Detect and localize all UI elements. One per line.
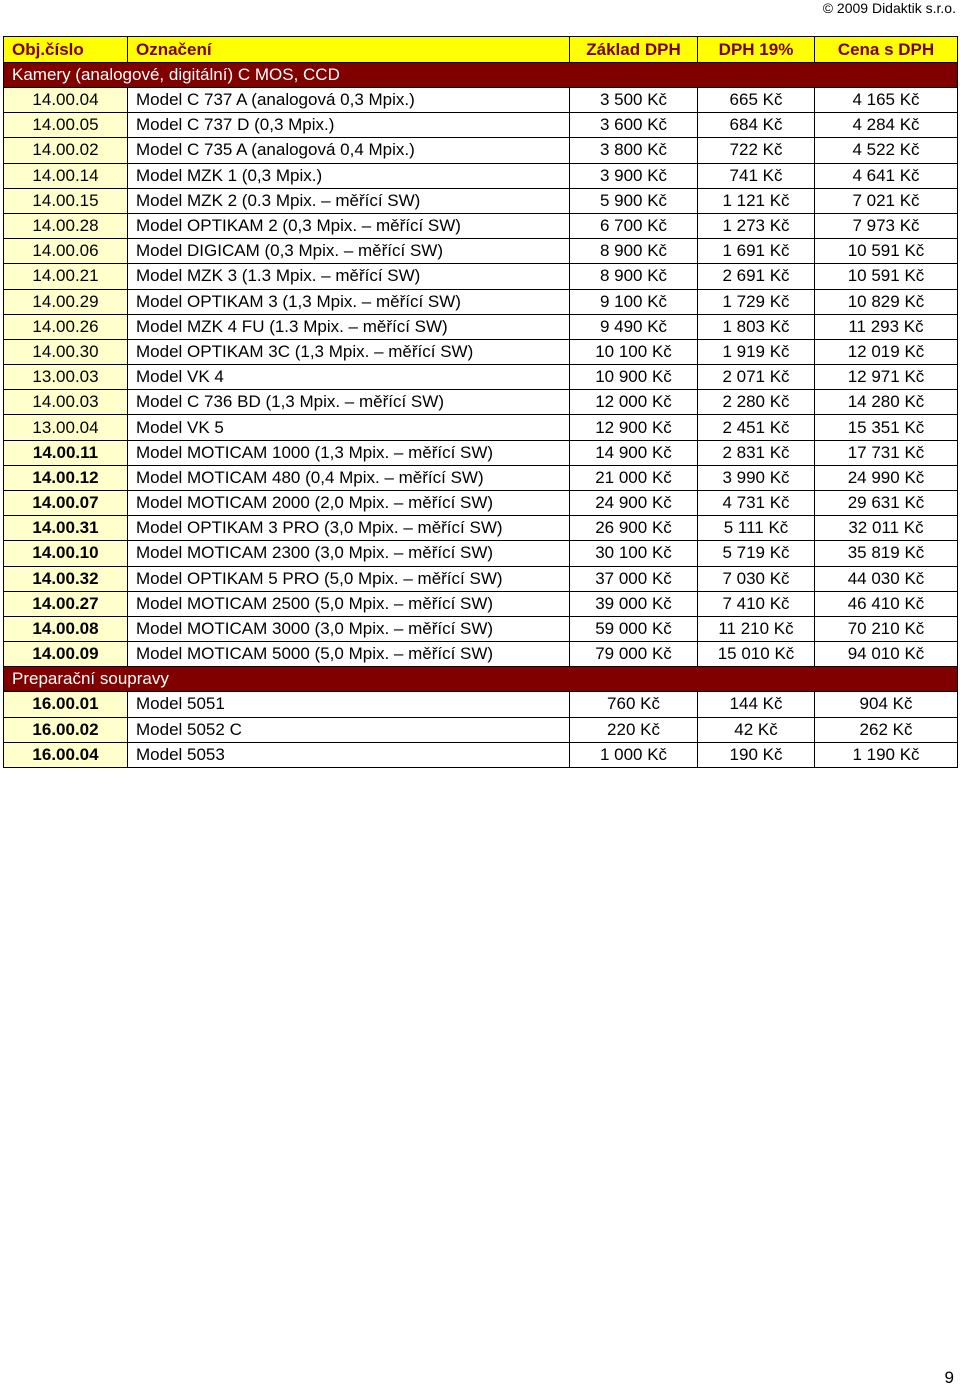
cell-base: 3 800 Kč xyxy=(570,138,698,163)
cell-vat: 722 Kč xyxy=(698,138,815,163)
cell-price: 44 030 Kč xyxy=(815,566,958,591)
cell-vat: 2 071 Kč xyxy=(698,365,815,390)
cell-vat: 4 731 Kč xyxy=(698,491,815,516)
cell-base: 760 Kč xyxy=(570,692,698,717)
cell-name: Model OPTIKAM 3C (1,3 Mpix. – měřící SW) xyxy=(128,339,570,364)
cell-name: Model MOTICAM 2300 (3,0 Mpix. – měřící SW) xyxy=(128,541,570,566)
table-row xyxy=(4,440,958,465)
cell-code: 16.00.04 xyxy=(4,742,128,767)
cell-base: 8 900 Kč xyxy=(570,239,698,264)
cell-vat: 3 990 Kč xyxy=(698,465,815,490)
cell-vat: 2 451 Kč xyxy=(698,415,815,440)
cell-price: 7 973 Kč xyxy=(815,213,958,238)
cell-code: 14.00.30 xyxy=(4,339,128,364)
cell-name: Model DIGICAM (0,3 Mpix. – měřící SW) xyxy=(128,239,570,264)
cell-price: 70 210 Kč xyxy=(815,616,958,641)
cell-vat: 2 280 Kč xyxy=(698,390,815,415)
cell-name: Model OPTIKAM 2 (0,3 Mpix. – měřící SW) xyxy=(128,213,570,238)
cell-code: 14.00.15 xyxy=(4,188,128,213)
cell-price: 17 731 Kč xyxy=(815,440,958,465)
cell-base: 21 000 Kč xyxy=(570,465,698,490)
cell-code: 14.00.03 xyxy=(4,390,128,415)
cell-code: 14.00.11 xyxy=(4,440,128,465)
cell-price: 4 165 Kč xyxy=(815,88,958,113)
cell-price: 4 284 Kč xyxy=(815,113,958,138)
header-base: Základ DPH xyxy=(570,37,698,63)
cell-base: 8 900 Kč xyxy=(570,264,698,289)
cell-price: 7 021 Kč xyxy=(815,188,958,213)
table-row xyxy=(4,188,958,213)
cell-vat: 11 210 Kč xyxy=(698,616,815,641)
table-row xyxy=(4,692,958,717)
cell-code: 14.00.14 xyxy=(4,163,128,188)
page-number: 9 xyxy=(944,1368,954,1387)
cell-vat: 2 691 Kč xyxy=(698,264,815,289)
cell-name: Model MOTICAM 480 (0,4 Mpix. – měřící SW) xyxy=(128,465,570,490)
cell-name: Model C 736 BD (1,3 Mpix. – měřící SW) xyxy=(128,390,570,415)
cell-price: 15 351 Kč xyxy=(815,415,958,440)
cell-name: Model 5053 xyxy=(128,742,570,767)
table-row xyxy=(4,616,958,641)
cell-base: 10 900 Kč xyxy=(570,365,698,390)
cell-price: 14 280 Kč xyxy=(815,390,958,415)
cell-name: Model MZK 4 FU (1.3 Mpix. – měřící SW) xyxy=(128,314,570,339)
cell-vat: 7 030 Kč xyxy=(698,566,815,591)
cell-base: 79 000 Kč xyxy=(570,642,698,667)
header-vat: DPH 19% xyxy=(698,37,815,63)
cell-base: 12 900 Kč xyxy=(570,415,698,440)
cell-base: 9 100 Kč xyxy=(570,289,698,314)
cell-price: 1 190 Kč xyxy=(815,742,958,767)
cell-price: 32 011 Kč xyxy=(815,516,958,541)
table-row xyxy=(4,415,958,440)
cell-base: 220 Kč xyxy=(570,717,698,742)
cell-code: 14.00.31 xyxy=(4,516,128,541)
cell-price: 24 990 Kč xyxy=(815,465,958,490)
cell-name: Model MOTICAM 2500 (5,0 Mpix. – měřící SW) xyxy=(128,591,570,616)
table-row xyxy=(4,264,958,289)
cell-base: 37 000 Kč xyxy=(570,566,698,591)
cell-name: Model 5052 C xyxy=(128,717,570,742)
cell-price: 12 971 Kč xyxy=(815,365,958,390)
cell-vat: 1 729 Kč xyxy=(698,289,815,314)
cell-code: 14.00.08 xyxy=(4,616,128,641)
table-row xyxy=(4,717,958,742)
price-list-body xyxy=(4,63,958,768)
table-row xyxy=(4,491,958,516)
cell-name: Model OPTIKAM 3 PRO (3,0 Mpix. – měřící SW) xyxy=(128,516,570,541)
cell-price: 904 Kč xyxy=(815,692,958,717)
cell-base: 9 490 Kč xyxy=(570,314,698,339)
table-row xyxy=(4,113,958,138)
section-header-row xyxy=(4,667,958,692)
table-row xyxy=(4,289,958,314)
cell-name: Model MZK 2 (0.3 Mpix. – měřící SW) xyxy=(128,188,570,213)
cell-base: 24 900 Kč xyxy=(570,491,698,516)
cell-base: 6 700 Kč xyxy=(570,213,698,238)
cell-name: Model VK 5 xyxy=(128,415,570,440)
section-header-row xyxy=(4,63,958,88)
cell-vat: 2 831 Kč xyxy=(698,440,815,465)
copyright-notice: © 2009 Didaktik s.r.o. xyxy=(822,0,956,16)
cell-vat: 741 Kč xyxy=(698,163,815,188)
cell-name: Model MOTICAM 3000 (3,0 Mpix. – měřící SW) xyxy=(128,616,570,641)
cell-base: 30 100 Kč xyxy=(570,541,698,566)
cell-vat: 144 Kč xyxy=(698,692,815,717)
section-title: Preparační soupravy xyxy=(4,667,958,692)
table-row xyxy=(4,566,958,591)
cell-vat: 684 Kč xyxy=(698,113,815,138)
cell-code: 14.00.05 xyxy=(4,113,128,138)
cell-code: 14.00.09 xyxy=(4,642,128,667)
price-list-table xyxy=(3,36,958,768)
cell-price: 10 829 Kč xyxy=(815,289,958,314)
cell-name: Model C 737 D (0,3 Mpix.) xyxy=(128,113,570,138)
header-price: Cena s DPH xyxy=(815,37,958,63)
table-row xyxy=(4,239,958,264)
cell-base: 5 900 Kč xyxy=(570,188,698,213)
cell-code: 14.00.10 xyxy=(4,541,128,566)
cell-price: 29 631 Kč xyxy=(815,491,958,516)
cell-price: 35 819 Kč xyxy=(815,541,958,566)
cell-code: 14.00.26 xyxy=(4,314,128,339)
cell-base: 3 500 Kč xyxy=(570,88,698,113)
table-row xyxy=(4,465,958,490)
table-row xyxy=(4,213,958,238)
cell-vat: 1 919 Kč xyxy=(698,339,815,364)
cell-name: Model OPTIKAM 5 PRO (5,0 Mpix. – měřící SW) xyxy=(128,566,570,591)
cell-name: Model MZK 3 (1.3 Mpix. – měřící SW) xyxy=(128,264,570,289)
cell-vat: 1 803 Kč xyxy=(698,314,815,339)
cell-vat: 7 410 Kč xyxy=(698,591,815,616)
table-row xyxy=(4,365,958,390)
cell-name: Model C 735 A (analogová 0,4 Mpix.) xyxy=(128,138,570,163)
cell-name: Model MOTICAM 2000 (2,0 Mpix. – měřící SW) xyxy=(128,491,570,516)
cell-code: 13.00.03 xyxy=(4,365,128,390)
cell-name: Model 5051 xyxy=(128,692,570,717)
cell-code: 14.00.21 xyxy=(4,264,128,289)
cell-price: 4 522 Kč xyxy=(815,138,958,163)
cell-vat: 5 719 Kč xyxy=(698,541,815,566)
cell-base: 3 600 Kč xyxy=(570,113,698,138)
table-row xyxy=(4,591,958,616)
table-row xyxy=(4,541,958,566)
cell-base: 3 900 Kč xyxy=(570,163,698,188)
cell-price: 10 591 Kč xyxy=(815,264,958,289)
table-row xyxy=(4,390,958,415)
cell-name: Model C 737 A (analogová 0,3 Mpix.) xyxy=(128,88,570,113)
cell-base: 59 000 Kč xyxy=(570,616,698,641)
cell-code: 14.00.32 xyxy=(4,566,128,591)
header-name: Označení xyxy=(128,37,570,63)
cell-code: 14.00.02 xyxy=(4,138,128,163)
table-row xyxy=(4,88,958,113)
cell-code: 14.00.04 xyxy=(4,88,128,113)
cell-base: 14 900 Kč xyxy=(570,440,698,465)
cell-code: 14.00.27 xyxy=(4,591,128,616)
table-row xyxy=(4,642,958,667)
cell-code: 16.00.02 xyxy=(4,717,128,742)
cell-name: Model MOTICAM 1000 (1,3 Mpix. – měřící SW) xyxy=(128,440,570,465)
cell-vat: 190 Kč xyxy=(698,742,815,767)
cell-price: 262 Kč xyxy=(815,717,958,742)
cell-vat: 5 111 Kč xyxy=(698,516,815,541)
cell-price: 46 410 Kč xyxy=(815,591,958,616)
cell-price: 12 019 Kč xyxy=(815,339,958,364)
cell-price: 10 591 Kč xyxy=(815,239,958,264)
cell-base: 12 000 Kč xyxy=(570,390,698,415)
cell-name: Model VK 4 xyxy=(128,365,570,390)
cell-code: 14.00.28 xyxy=(4,213,128,238)
cell-name: Model MZK 1 (0,3 Mpix.) xyxy=(128,163,570,188)
table-row xyxy=(4,339,958,364)
cell-name: Model MOTICAM 5000 (5,0 Mpix. – měřící SW) xyxy=(128,642,570,667)
header-row xyxy=(4,37,958,63)
cell-base: 1 000 Kč xyxy=(570,742,698,767)
table-row xyxy=(4,163,958,188)
cell-price: 11 293 Kč xyxy=(815,314,958,339)
cell-price: 94 010 Kč xyxy=(815,642,958,667)
cell-code: 14.00.07 xyxy=(4,491,128,516)
section-title: Kamery (analogové, digitální) C MOS, CCD xyxy=(4,63,958,88)
cell-code: 13.00.04 xyxy=(4,415,128,440)
table-row xyxy=(4,742,958,767)
cell-vat: 1 121 Kč xyxy=(698,188,815,213)
cell-vat: 1 691 Kč xyxy=(698,239,815,264)
cell-code: 14.00.29 xyxy=(4,289,128,314)
cell-code: 14.00.06 xyxy=(4,239,128,264)
cell-vat: 42 Kč xyxy=(698,717,815,742)
cell-vat: 15 010 Kč xyxy=(698,642,815,667)
cell-vat: 665 Kč xyxy=(698,88,815,113)
table-row xyxy=(4,516,958,541)
cell-name: Model OPTIKAM 3 (1,3 Mpix. – měřící SW) xyxy=(128,289,570,314)
cell-base: 39 000 Kč xyxy=(570,591,698,616)
cell-code: 14.00.12 xyxy=(4,465,128,490)
cell-base: 26 900 Kč xyxy=(570,516,698,541)
cell-price: 4 641 Kč xyxy=(815,163,958,188)
cell-code: 16.00.01 xyxy=(4,692,128,717)
header-code: Obj.číslo xyxy=(4,37,128,63)
cell-base: 10 100 Kč xyxy=(570,339,698,364)
table-row xyxy=(4,314,958,339)
table-row xyxy=(4,138,958,163)
cell-vat: 1 273 Kč xyxy=(698,213,815,238)
